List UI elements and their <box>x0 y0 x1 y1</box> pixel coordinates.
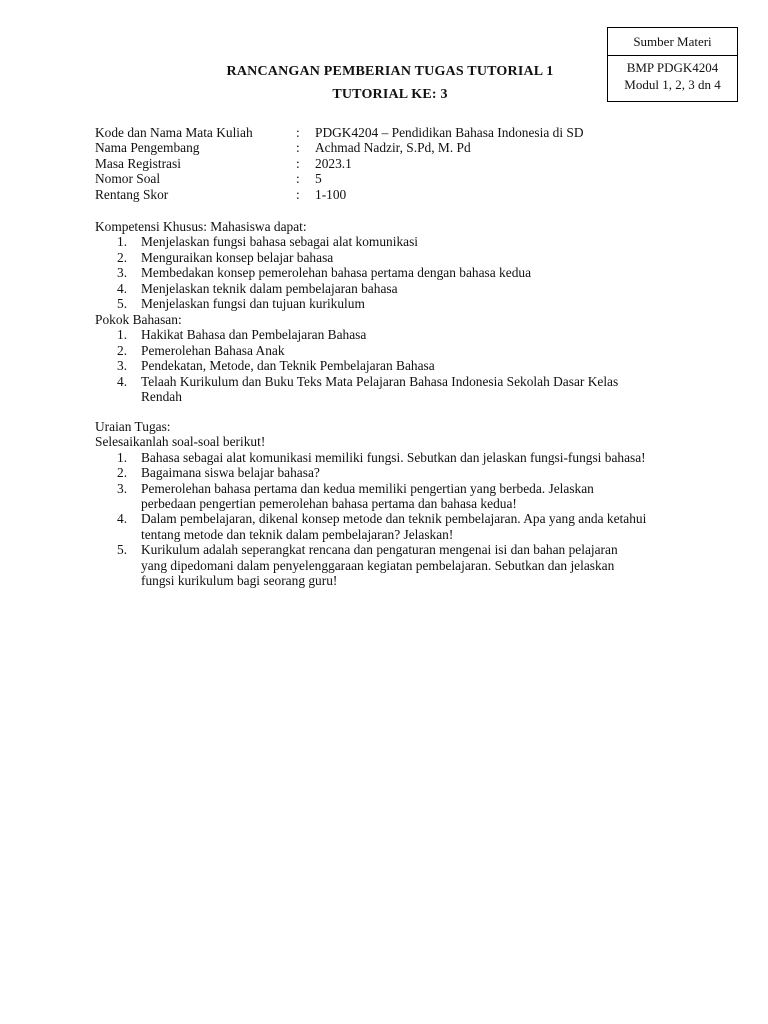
source-material-line: Modul 1, 2, 3 dn 4 <box>624 77 721 92</box>
course-info-value: 2023.1 <box>315 155 352 171</box>
list-number: 1. <box>117 327 128 343</box>
list-number: 4. <box>117 373 128 389</box>
list-item-text: Bahasa sebagai alat komunikasi memiliki fungsi. Sebutkan dan jelaskan fungsi-fungsi bahasa! <box>141 449 646 465</box>
source-material-header: Sumber Materi <box>608 28 737 56</box>
course-info-label: Kode dan Nama Mata Kuliah <box>95 125 253 140</box>
list-item-text: Kurikulum adalah seperangkat rencana dan pengaturan mengenai isi dan bahan pelajaran yang dipedomani dalam penyelenggaraan kegiatan pembelajaran. Sebutkan dan jelaskan fungsi kurikulum bagi seorang guru! <box>141 542 618 589</box>
list-item-text: Menguraikan konsep belajar bahasa <box>141 249 334 265</box>
list-item <box>95 265 695 280</box>
topics-heading: Pokok Bahasan: <box>95 312 182 327</box>
list-item-text: Pendekatan, Metode, dan Teknik Pembelajaran Bahasa <box>141 358 435 374</box>
course-info-value: PDGK4204 – Pendidikan Bahasa Indonesia di SD <box>315 125 584 140</box>
list-item <box>95 296 695 311</box>
list-item-text: Bagaimana siswa belajar bahasa? <box>141 465 320 481</box>
list-item <box>95 481 695 512</box>
course-info-row <box>95 187 584 202</box>
task-instruction: Selesaikanlah soal-soal berikut! <box>95 434 266 450</box>
list-number: 2. <box>117 249 128 265</box>
topics-section <box>95 312 695 404</box>
list-item <box>95 281 695 296</box>
course-info-value: 5 <box>315 171 322 187</box>
course-info-row <box>95 156 584 171</box>
list-item <box>95 374 695 405</box>
list-item-text: Menjelaskan fungsi dan tujuan kurikulum <box>141 296 365 312</box>
list-item-text: Menjelaskan teknik dalam pembelajaran bahasa <box>141 280 398 296</box>
list-item-text: Pemerolehan bahasa pertama dan kedua memiliki pengertian yang berbeda. Jelaskan perbedaan pengertian pemerolehan bahasa pertama dan bahasa kedua! <box>141 480 594 512</box>
list-number: 3. <box>117 265 128 281</box>
list-number: 2. <box>117 342 128 358</box>
course-info-row <box>95 171 584 186</box>
competency-list <box>95 234 695 311</box>
course-info-label: Nama Pengembang <box>95 140 200 156</box>
course-info-colon: : <box>296 155 300 171</box>
course-info-value: 1-100 <box>315 186 347 202</box>
list-item <box>95 343 695 358</box>
task-section <box>95 419 695 588</box>
list-number: 5. <box>117 542 128 558</box>
list-item <box>95 511 695 542</box>
list-number: 5. <box>117 296 128 312</box>
list-item-text: Menjelaskan fungsi bahasa sebagai alat komunikasi <box>141 234 419 250</box>
task-heading: Uraian Tugas: <box>95 419 171 434</box>
list-item <box>95 358 695 373</box>
course-info-row <box>95 140 584 155</box>
list-item <box>95 234 695 249</box>
list-number: 3. <box>117 480 128 496</box>
list-number: 2. <box>117 465 128 481</box>
course-info-label: Rentang Skor <box>95 186 169 202</box>
list-item <box>95 327 695 342</box>
course-info-value: Achmad Nadzir, S.Pd, M. Pd <box>315 140 471 156</box>
list-item <box>95 542 695 588</box>
list-number: 1. <box>117 234 128 250</box>
course-info-label: Nomor Soal <box>95 171 161 187</box>
tutorial-number-title: TUTORIAL KE: 3 <box>332 87 448 102</box>
list-number: 1. <box>117 449 128 465</box>
competency-heading: Kompetensi Khusus: Mahasiswa dapat: <box>95 219 307 234</box>
competency-section <box>95 219 695 311</box>
task-list <box>95 450 695 589</box>
list-item-text: Dalam pembelajaran, dikenal konsep metode dan teknik pembelajaran. Apa yang anda ketahui tentang metode dan teknik dalam pembelajaran? Jelaskan! <box>141 511 647 542</box>
course-info-label: Masa Registrasi <box>95 155 181 171</box>
list-item-text: Pemerolehan Bahasa Anak <box>141 342 285 358</box>
list-number: 4. <box>117 280 128 296</box>
list-number: 3. <box>117 358 128 374</box>
course-info-table <box>95 125 584 202</box>
course-info-colon: : <box>296 140 300 156</box>
course-info-row <box>95 125 584 140</box>
list-item-text: Telaah Kurikulum dan Buku Teks Mata Pelajaran Bahasa Indonesia Sekolah Dasar Kelas Rendah <box>141 373 619 405</box>
source-material-line: BMP PDGK4204 <box>626 60 719 75</box>
course-info-colon: : <box>296 171 300 187</box>
list-item <box>95 450 695 465</box>
document-title: RANCANGAN PEMBERIAN TUGAS TUTORIAL 1 <box>226 64 554 79</box>
list-item-text: Membedakan konsep pemerolehan bahasa pertama dengan bahasa kedua <box>141 265 532 281</box>
course-info-colon: : <box>296 125 300 140</box>
list-number: 4. <box>117 511 128 527</box>
list-item <box>95 250 695 265</box>
course-info-colon: : <box>296 186 300 202</box>
list-item <box>95 465 695 480</box>
list-item-text: Hakikat Bahasa dan Pembelajaran Bahasa <box>141 327 367 343</box>
topics-list <box>95 327 695 404</box>
